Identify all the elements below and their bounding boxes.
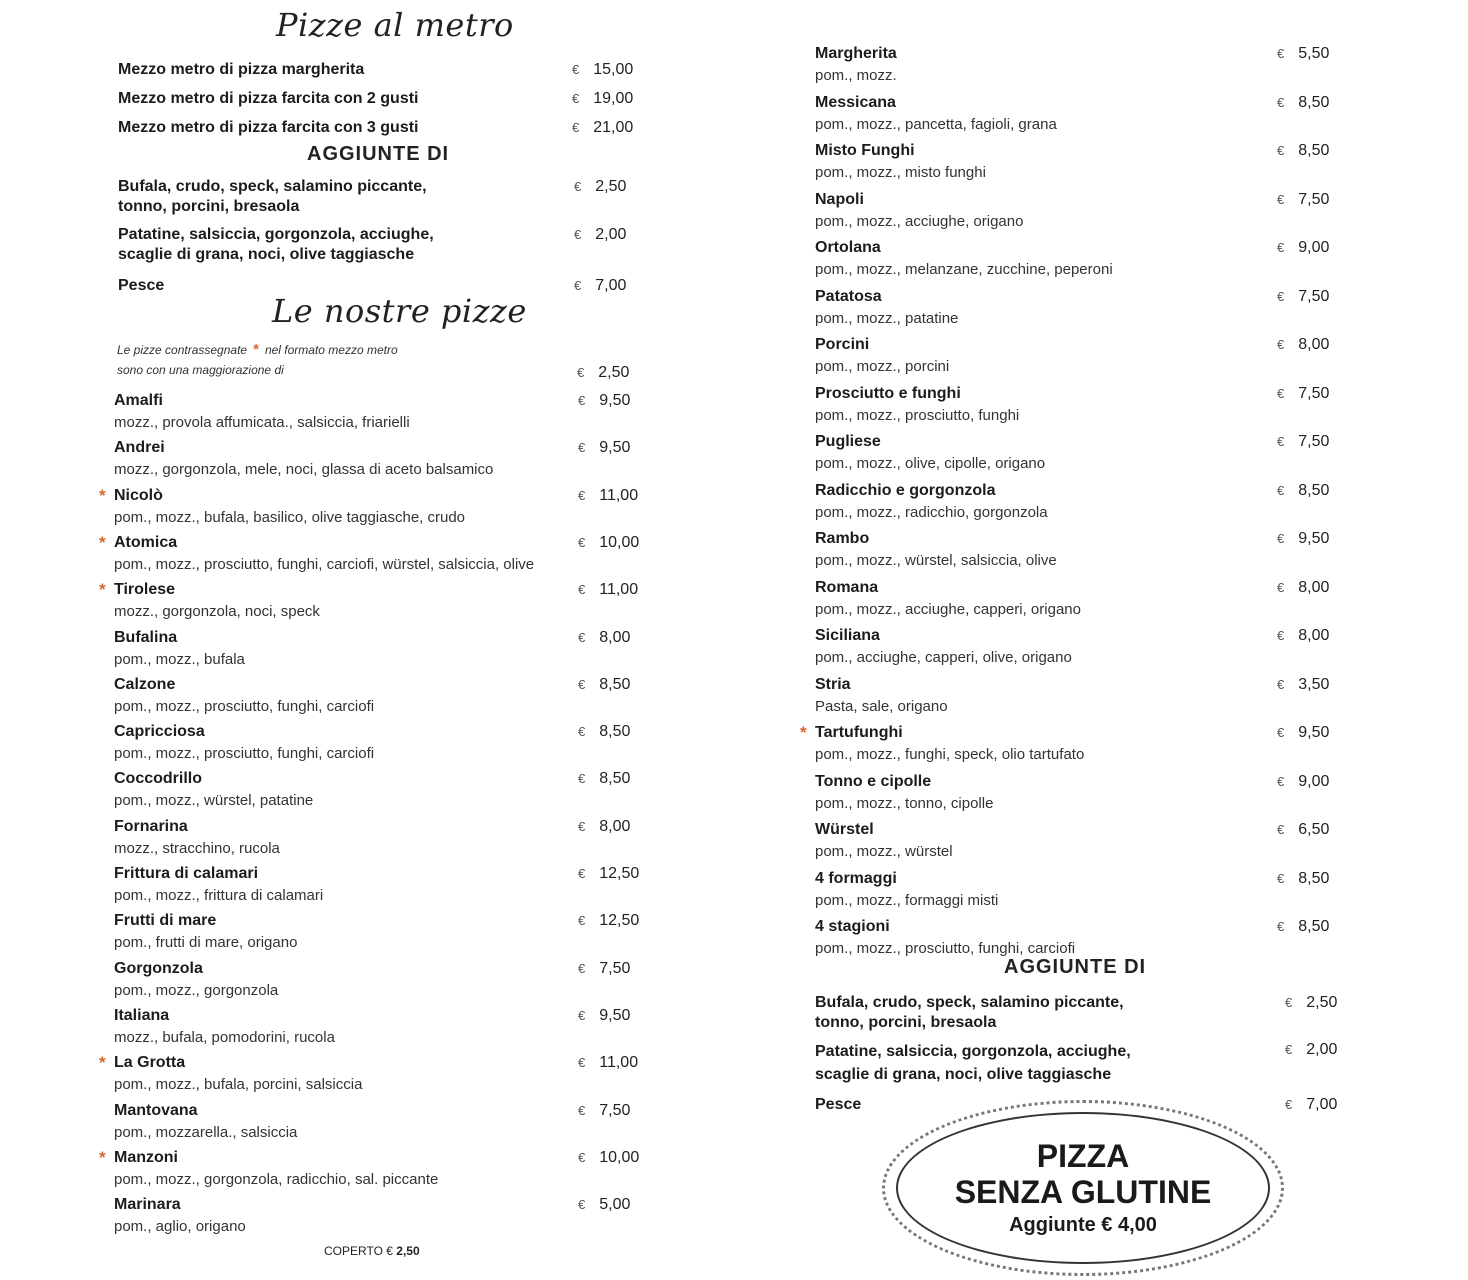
pizza-name: Marinara (114, 1196, 181, 1214)
aggiunta-item-price: € 7,00 (574, 277, 627, 294)
aggiunte-heading-right: AGGIUNTE DI (1004, 956, 1147, 978)
pizza-name: 4 formaggi (815, 869, 897, 887)
pizza-name: Calzone (114, 675, 176, 693)
pizza-name: Gorgonzola (114, 959, 203, 977)
pizza-ingredients: pom., mozz., würstel, salsiccia, olive (815, 552, 1057, 569)
pizza-item (815, 432, 1345, 474)
metro-item (118, 89, 638, 109)
pizza-item (114, 911, 644, 953)
pizza-price: € 8,00 (578, 817, 631, 835)
pizza-price: € 8,00 (1277, 627, 1330, 644)
pizza-ingredients: pom., mozz., gorgonzola (114, 981, 279, 999)
pizza-item (815, 238, 1345, 280)
star-icon: * (99, 580, 106, 600)
pizza-price: € 8,00 (578, 628, 631, 646)
star-icon: * (99, 532, 106, 552)
pizza-price: € 11,00 (578, 486, 639, 504)
aggiunta-item-name: Pesce (815, 1096, 862, 1113)
pizza-item (815, 529, 1345, 571)
pizza-name: Würstel (815, 821, 874, 838)
pizza-price: € 9,50 (578, 1006, 631, 1024)
pizza-ingredients: Pasta, sale, origano (815, 697, 948, 715)
pizza-ingredients: pom., acciughe, capperi, olive, origano (815, 649, 1072, 666)
pizza-item (114, 1101, 644, 1143)
pizza-ingredients: mozz., gorgonzola, mele, noci, glassa di aceto balsamico (114, 461, 494, 479)
pizza-ingredients: pom., mozz., formaggi misti (815, 891, 999, 909)
pizza-ingredients: pom., mozz., melanzane, zucchine, peperoni (815, 261, 1113, 278)
pizza-price: € 8,50 (1277, 918, 1330, 935)
pizza-item (114, 628, 644, 670)
pizza-ingredients: pom., mozz., prosciutto, funghi, carciofi, würstel, salsiccia, olive (114, 555, 535, 573)
pizza-item (815, 384, 1345, 426)
pizza-price: € 8,00 (1277, 336, 1330, 353)
pizza-price: € 3,50 (1277, 675, 1330, 693)
gluten-free-title: PIZZA (1036, 1138, 1130, 1174)
pizza-ingredients: pom., mozz., frittura di calamari (114, 887, 324, 904)
aggiunte-heading-left: AGGIUNTE DI (307, 143, 450, 165)
pizza-item (99, 1147, 644, 1190)
pizze-al-metro-title: Pizze al metro (276, 6, 514, 44)
le-nostre-pizze-title: Le nostre pizze (272, 292, 527, 330)
pizza-name: La Grotta (114, 1054, 186, 1072)
pizza-name: Andrei (114, 439, 165, 457)
star-note-text-a: Le pizze contrassegnate (117, 343, 248, 357)
pizza-price: € 7,50 (578, 1101, 631, 1119)
pizza-price: € 10,00 (578, 1148, 640, 1166)
pizza-price: € 12,50 (578, 865, 640, 882)
pizza-ingredients: pom., mozz., acciughe, capperi, origano (815, 600, 1081, 618)
pizza-name: Capricciosa (114, 723, 205, 741)
pizza-item (815, 44, 1345, 86)
pizza-price: € 7,50 (1277, 287, 1330, 305)
aggiunta-item-price: € 2,00 (574, 226, 627, 243)
pizza-price: € 9,50 (1277, 724, 1330, 741)
aggiunta-item-name: Bufala, crudo, speck, salamino piccante, tonno, porcini, bresaola (815, 994, 1124, 1031)
pizza-item (99, 580, 644, 622)
aggiunta-item-name: Patatine, salsiccia, gorgonzola, acciughe, scaglie di grana, noci, olive taggiasche (118, 226, 434, 263)
aggiunta-item-name: Pesce (118, 277, 165, 294)
pizza-price: € 7,50 (1277, 190, 1330, 208)
pizza-name: Siciliana (815, 627, 880, 644)
pizza-ingredients: pom., mozz., prosciutto, funghi, carciofi (114, 745, 375, 763)
pizza-price: € 11,00 (578, 581, 639, 599)
pizza-name: 4 stagioni (815, 918, 890, 935)
star-note-text-c: sono con una maggiorazione di (117, 363, 284, 377)
pizza-name: Frutti di mare (114, 912, 217, 930)
pizza-name: Ortolana (815, 239, 881, 256)
pizza-name: Frittura di calamari (114, 865, 259, 882)
star-note-price: € 2,50 (577, 364, 630, 381)
star-note-surcharge (117, 363, 642, 381)
pizza-ingredients: pom., mozz., olive, cipolle, origano (815, 455, 1046, 472)
pizza-item (114, 959, 644, 1001)
pizza-ingredients: pom., aglio, origano (114, 1218, 246, 1236)
gluten-free-subtitle: SENZA GLUTINE (954, 1174, 1212, 1210)
pizza-price: € 7,50 (578, 959, 631, 977)
pizza-ingredients: pom., mozz., prosciutto, funghi (815, 406, 1020, 424)
pizza-item (99, 485, 644, 528)
pizza-item (114, 864, 644, 906)
metro-item (118, 60, 638, 80)
pizza-price: € 5,00 (578, 1196, 631, 1214)
pizza-ingredients: pom., mozz., pancetta, fagioli, grana (815, 115, 1057, 133)
pizza-name: Tirolese (114, 581, 176, 599)
pizza-item (114, 817, 644, 859)
aggiunta-item-price: € 2,50 (574, 178, 627, 195)
pizza-ingredients: pom., mozz., prosciutto, funghi, carciofi (815, 940, 1076, 957)
pizza-name: Tartufunghi (815, 724, 903, 741)
metro-item-name: Mezzo metro di pizza margherita (118, 61, 365, 78)
pizza-price: € 8,50 (1277, 142, 1330, 159)
metro-item (118, 118, 638, 138)
pizza-name: Margherita (815, 45, 897, 62)
pizza-ingredients: pom., mozzarella., salsiccia (114, 1123, 298, 1141)
aggiunta-item (118, 225, 638, 265)
pizza-name: Romana (815, 578, 879, 596)
metro-item-price: € 15,00 (572, 61, 634, 78)
pizza-ingredients: mozz., bufala, pomodorini, rucola (114, 1028, 335, 1046)
star-note (117, 341, 398, 358)
pizza-price: € 8,50 (578, 770, 631, 788)
metro-item-name: Mezzo metro di pizza farcita con 3 gusti (118, 119, 419, 136)
pizza-ingredients: mozz., gorgonzola, noci, speck (114, 603, 320, 621)
pizza-name: Misto Funghi (815, 142, 915, 159)
star-icon: * (99, 1053, 106, 1073)
pizza-ingredients: mozz., stracchino, rucola (114, 839, 280, 857)
pizza-price: € 6,50 (1277, 821, 1330, 838)
pizza-name: Manzoni (114, 1148, 178, 1166)
pizza-price: € 9,50 (1277, 530, 1330, 547)
pizza-name: Rambo (815, 530, 870, 547)
star-icon: * (99, 485, 106, 505)
metro-item-price: € 19,00 (572, 90, 634, 107)
star-note-text-b: nel formato mezzo metro (264, 343, 398, 357)
pizza-name: Mantovana (114, 1101, 198, 1119)
pizza-item (114, 1006, 644, 1048)
star-icon: * (800, 723, 807, 742)
pizza-ingredients: pom., mozz., bufala (114, 650, 245, 668)
pizza-item (114, 438, 644, 480)
pizza-name: Messicana (815, 93, 896, 111)
pizza-ingredients: pom., mozz., patatine (815, 309, 959, 327)
aggiunta-item-name: Bufala, crudo, speck, salamino piccante, tonno, porcini, bresaola (118, 178, 427, 215)
pizza-item (815, 869, 1345, 911)
pizza-name: Italiana (114, 1006, 170, 1024)
pizza-item (815, 287, 1345, 329)
pizza-item (815, 335, 1345, 377)
pizza-item (815, 190, 1345, 232)
aggiunta-item (118, 177, 638, 217)
pizza-price: € 9,00 (1277, 239, 1330, 256)
star-icon: * (253, 341, 259, 358)
pizza-name: Amalfi (114, 392, 163, 409)
pizza-name: Patatosa (815, 287, 882, 305)
pizza-name: Stria (815, 675, 851, 693)
pizza-item (114, 675, 644, 717)
aggiunta-item-price: € 2,00 (1285, 1041, 1338, 1058)
pizza-name: Coccodrillo (114, 770, 203, 788)
metro-item-price: € 21,00 (572, 119, 634, 136)
pizza-ingredients: pom., mozz., würstel (815, 843, 953, 860)
pizza-price: € 8,50 (1277, 93, 1330, 111)
pizza-ingredients: pom., mozz., gorgonzola, radicchio, sal. piccante (114, 1170, 439, 1188)
pizza-item (815, 772, 1345, 814)
star-icon: * (99, 1147, 106, 1167)
pizza-name: Bufalina (114, 628, 178, 646)
pizza-ingredients: pom., mozz., acciughe, origano (815, 212, 1024, 230)
pizza-price: € 8,00 (1277, 578, 1330, 596)
pizza-name: Napoli (815, 190, 864, 208)
pizza-name: Tonno e cipolle (815, 772, 932, 790)
pizza-name: Fornarina (114, 817, 188, 835)
pizza-ingredients: pom., mozz., porcini (815, 358, 950, 375)
pizza-item (815, 626, 1345, 668)
aggiunta-item-price: € 2,50 (1285, 994, 1338, 1011)
pizza-name: Porcini (815, 336, 870, 353)
pizza-item (815, 820, 1345, 862)
pizza-price: € 7,50 (1277, 433, 1330, 450)
pizza-ingredients: pom., mozz., tonno, cipolle (815, 794, 994, 812)
metro-item-name: Mezzo metro di pizza farcita con 2 gusti (118, 90, 419, 107)
pizza-name: Atomica (114, 533, 178, 551)
pizza-ingredients: pom., mozz., würstel, patatine (114, 792, 314, 810)
pizza-price: € 11,00 (578, 1054, 639, 1072)
pizza-price: € 9,50 (578, 392, 631, 409)
pizza-item (114, 391, 644, 433)
pizza-name: Nicolò (114, 486, 163, 504)
pizza-ingredients: pom., mozz. (815, 67, 897, 84)
coperto: COPERTO € 2,50 (324, 1244, 420, 1258)
aggiunta-item (815, 993, 1345, 1033)
pizza-item (800, 723, 1345, 765)
pizza-price: € 8,50 (578, 723, 631, 741)
aggiunta-item-price: € 7,00 (1285, 1096, 1338, 1113)
pizza-item (99, 1053, 644, 1095)
pizza-ingredients: pom., mozz., funghi, speck, olio tartufato (815, 746, 1085, 763)
pizza-item (815, 481, 1345, 523)
aggiunta-item-name: Patatine, salsiccia, gorgonzola, acciughe, scaglie di grana, noci, olive taggiasche (815, 1043, 1131, 1083)
pizza-ingredients: mozz., provola affumicata., salsiccia, friarielli (114, 414, 410, 431)
pizza-name: Pugliese (815, 433, 881, 450)
pizza-name: Radicchio e gorgonzola (815, 481, 996, 499)
pizza-ingredients: pom., mozz., bufala, basilico, olive taggiasche, crudo (114, 508, 466, 526)
pizza-ingredients: pom., mozz., prosciutto, funghi, carciofi (114, 697, 375, 715)
pizza-price: € 8,50 (1277, 869, 1330, 887)
pizza-price: € 12,50 (578, 912, 640, 930)
pizza-item (99, 532, 644, 575)
pizza-item (114, 722, 644, 764)
pizza-item (815, 141, 1345, 183)
pizza-item (815, 578, 1345, 620)
pizza-price: € 8,50 (578, 675, 631, 693)
pizza-name: Prosciutto e funghi (815, 384, 961, 402)
pizza-price: € 9,00 (1277, 772, 1330, 790)
pizza-item (815, 675, 1345, 717)
pizza-ingredients: pom., frutti di mare, origano (114, 934, 298, 952)
pizza-price: € 5,50 (1277, 45, 1330, 62)
pizza-item (114, 769, 644, 811)
pizza-item (114, 1195, 644, 1237)
pizza-price: € 8,50 (1277, 481, 1330, 499)
pizza-item (815, 93, 1345, 135)
pizza-ingredients: pom., mozz., bufala, porcini, salsiccia (114, 1076, 363, 1094)
pizza-price: € 7,50 (1277, 384, 1330, 402)
pizza-price: € 9,50 (578, 439, 631, 457)
pizza-item (815, 917, 1345, 959)
aggiunta-item (815, 1040, 1345, 1086)
pizza-price: € 10,00 (578, 533, 640, 551)
pizza-ingredients: pom., mozz., misto funghi (815, 164, 986, 181)
pizza-ingredients: pom., mozz., radicchio, gorgonzola (815, 503, 1048, 521)
gluten-free-price: Aggiunte € 4,00 (1009, 1214, 1157, 1236)
